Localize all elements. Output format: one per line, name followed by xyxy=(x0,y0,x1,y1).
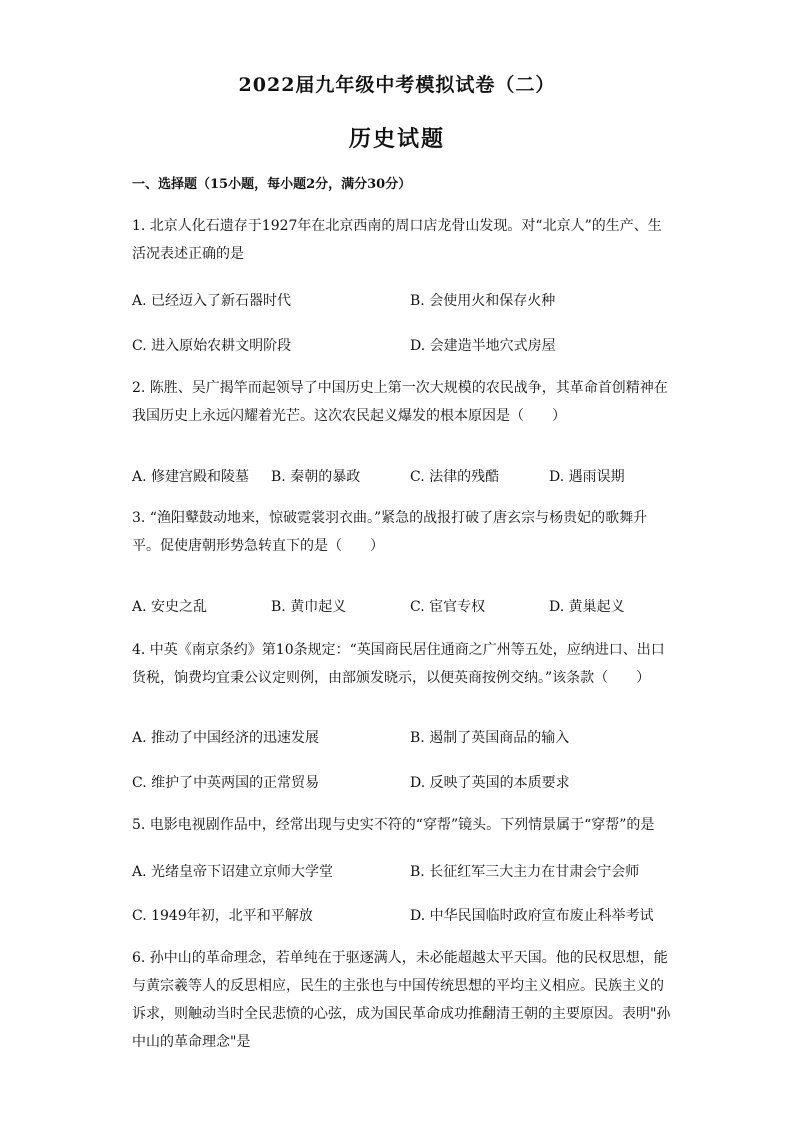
question-4-stem: 4. 中英《南京条约》第10条规定：“英国商民居住通商之广州等五处，应纳进口、出口货税，饷费均宜秉公议定则例，由部颁发晓示，以便英商按例交纳。”该条款（ ） xyxy=(132,642,665,686)
question-5-stem: 5. 电影电视剧作品中，经常出现与史实不符的“穿帮”镜头。下列情景属于“穿帮”的是 xyxy=(132,817,655,833)
question-4-option-d: D. 反映了英国的本质要求 xyxy=(410,775,570,791)
question-3-option-c: C. 宦官专权 xyxy=(410,599,486,615)
question-5-option-a: A. 光绪皇帝下诏建立京师大学堂 xyxy=(132,864,334,880)
question-2-option-d: D. 遇雨误期 xyxy=(549,469,625,485)
exam-title: 2022届九年级中考模拟试卷（二） xyxy=(238,74,556,96)
question-3-stem: 3. “渔阳鼙鼓动地来，惊破霓裳羽衣曲。”紧急的战报打破了唐玄宗与杨贵妃的歌舞升平。促使唐朝形势急转直下的是（ ） xyxy=(132,510,648,554)
question-4-option-c: C. 维护了中英两国的正常贸易 xyxy=(132,775,320,791)
question-1-stem: 1. 北京人化石遗存于1927年在北京西南的周口店龙骨山发现。对“北京人”的生产、生活况表述正确的是 xyxy=(132,218,662,262)
question-5-option-b: B. 长征红军三大主力在甘肃会宁会师 xyxy=(410,864,640,880)
question-4-option-b: B. 遏制了英国商品的输入 xyxy=(410,730,570,746)
question-1-option-b: B. 会使用火和保存火种 xyxy=(410,293,556,309)
subject-title: 历史试题 xyxy=(348,126,445,152)
question-2-option-a: A. 修建宫殿和陵墓 xyxy=(132,469,250,485)
question-3-option-a: A. 安史之乱 xyxy=(132,599,208,615)
question-5-option-d: D. 中华民国临时政府宣布废止科举考试 xyxy=(410,908,654,924)
question-1-option-c: C. 进入原始农耕文明阶段 xyxy=(132,338,292,354)
question-3-option-b: B. 黄巾起义 xyxy=(271,599,347,615)
question-5-option-c: C. 1949年初，北平和平解放 xyxy=(132,908,313,924)
question-3-option-d: D. 黄巢起义 xyxy=(549,599,625,615)
question-1-option-d: D. 会建造半地穴式房屋 xyxy=(410,338,556,354)
question-4-option-a: A. 推动了中国经济的迅速发展 xyxy=(132,730,320,746)
question-2-option-b: B. 秦朝的暴政 xyxy=(271,469,361,485)
question-2-option-c: C. 法律的残酷 xyxy=(410,469,500,485)
question-6-stem: 6. 孙中山的革命理念，若单纯在于驱逐满人，未必能超越太平天国。他的民权思想，能与黄宗羲等人的反思相应，民生的主张也与中国传统思想的平均主义相应。民族主义的诉求，则触动当时全民悲愤的心弦，成为国民革命成功推翻清王朝的主要原因。表明"孙中山的革命理念"是 xyxy=(132,950,671,1050)
question-1-option-a: A. 已经迈入了新石器时代 xyxy=(132,293,292,309)
section-heading: 一、选择题（15小题，每小题2分，满分30分） xyxy=(132,177,412,192)
question-2-stem: 2. 陈胜、吴广揭竿而起领导了中国历史上第一次大规模的农民战争，其革命首创精神在我国历史上永远闪耀着光芒。这次农民起义爆发的根本原因是（ ） xyxy=(132,380,668,424)
